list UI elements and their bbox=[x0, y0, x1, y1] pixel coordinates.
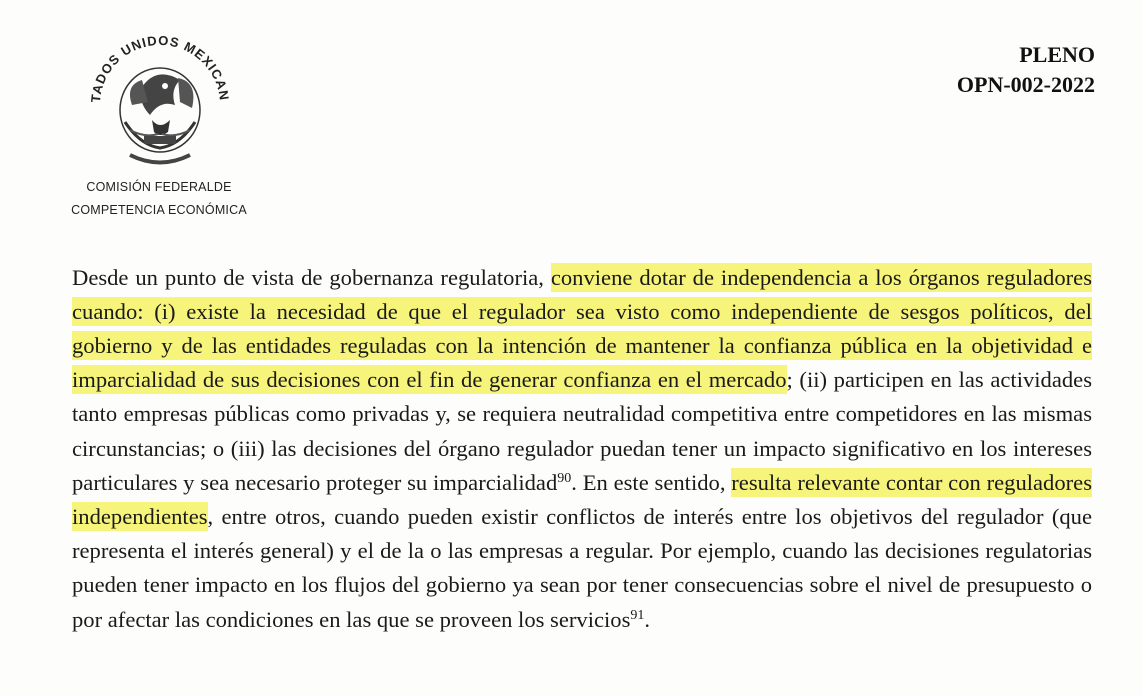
mexican-eagle-seal-icon bbox=[70, 10, 250, 180]
footnote-marker-91: 91 bbox=[630, 607, 645, 623]
body-text-segment: . En este sentido, bbox=[571, 469, 732, 495]
agency-line-1: COMISIÓN FEDERALDE bbox=[86, 180, 232, 194]
body-text-segment: . bbox=[644, 606, 651, 632]
body-paragraph bbox=[72, 261, 1092, 637]
body-text-segment: Desde un punto de vista de gobernanza regulatoria, bbox=[72, 264, 551, 290]
footnote-marker-90: 90 bbox=[557, 470, 572, 486]
header-pleno: PLENO bbox=[1019, 42, 1095, 67]
highlighted-text: resulta relevante contar con reguladores independientes bbox=[72, 469, 1092, 530]
body-text-segment: , entre otros, cuando pueden existir conflictos de interés entre los objetivos del regulador (que representa el interés general) y el de la o las empresas a regular. Por ejemplo, cuando las decisiones regulatorias pueden tener impacto en los flujos del gobierno ya sean por tener consecuencias sobre el nivel de presupuesto o por afectar las condiciones en las que se proveen los servicios bbox=[72, 504, 1092, 632]
agency-name bbox=[48, 176, 270, 222]
header-document-number: OPN-002-2022 bbox=[956, 72, 1095, 97]
seal-ring-text: TADOS UNIDOS MEXICAN bbox=[87, 32, 232, 104]
highlighted-text: conviene dotar de independencia a los órganos reguladores cuando: (i) existe la necesidad de que el regulador sea visto como independiente de sesgos políticos, del gobierno y de las entidades reguladas con la intención de mantener la confianza pública en la objetividad e imparcialidad de sus decisiones con el fin de generar confianza en el mercado bbox=[72, 264, 1092, 393]
document-header bbox=[957, 40, 1095, 100]
agency-line-2: COMPETENCIA ECONÓMICA bbox=[71, 203, 247, 217]
body-text-segment: ; (ii) participen en las actividades tanto empresas públicas como privadas y, se requiera neutralidad competitiva entre competidores en las mismas circunstancias; o (iii) las decisiones del órgano regulador puedan tener un impacto significativo en los intereses particulares y sea necesario proteger su imparcialidad bbox=[72, 367, 1092, 495]
